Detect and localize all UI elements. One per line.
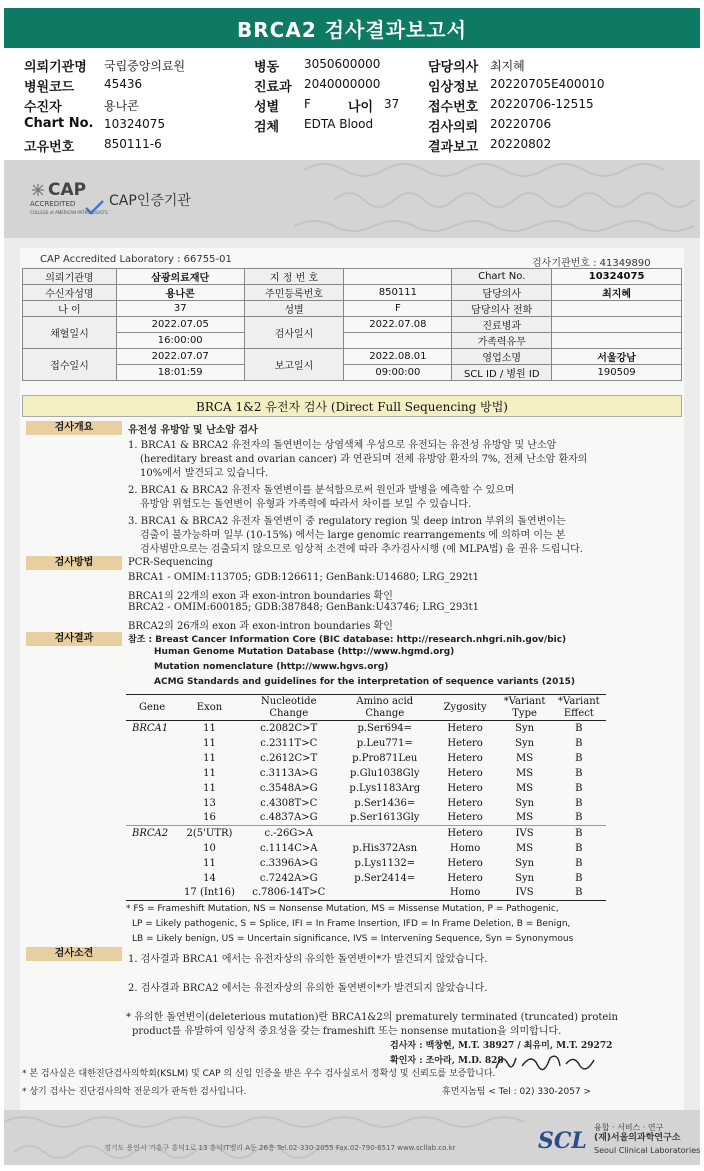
- variant-cell: 11: [203, 752, 216, 764]
- header-label: 병동: [254, 60, 280, 75]
- header-value: 20220706: [490, 117, 552, 131]
- report-title: BRCA2 검사결과보고서: [4, 8, 700, 48]
- cap-logo-tiny: COLLEGE of AMERICAN PATHOLOGISTS: [30, 210, 108, 215]
- column-header: Gene: [126, 695, 178, 721]
- info-value: 10324075: [552, 269, 682, 285]
- header-value: 10324075: [104, 117, 166, 131]
- method-line: BRCA1 - OMIM:113705; GDB:126611; GenBank:U14680; LRG_292t1: [128, 572, 479, 583]
- tester-signature-line: 검사자 : 백창현, M.T. 38927 / 최유미, M.T. 29272: [390, 1041, 613, 1051]
- info-value: 09:00:00: [344, 365, 452, 381]
- scl-tagline: 융합 · 서비스 · 연구: [594, 1123, 664, 1132]
- variant-row: [126, 811, 606, 826]
- info-label: 주민등록번호: [244, 285, 344, 301]
- header-label: 성별: [254, 100, 280, 115]
- variant-cell: 10: [203, 842, 216, 854]
- info-value: [344, 269, 452, 285]
- variant-cell: p.Glu1038Gly: [350, 767, 420, 779]
- variant-cell: Hetero: [433, 826, 498, 841]
- variant-cell: c.2082C>T: [260, 722, 318, 734]
- variant-row: [126, 871, 606, 886]
- info-label: 담당의사: [452, 285, 552, 301]
- variant-row: [126, 736, 606, 751]
- variant-cell: 11: [203, 737, 216, 749]
- info-label: SCL ID / 병원 ID: [452, 365, 552, 381]
- header-value: 45436: [104, 77, 143, 91]
- gene-cell: [126, 886, 178, 901]
- cap-lab-number: CAP Accredited Laboratory : 66755-01: [40, 254, 232, 265]
- gene-cell: [126, 841, 178, 856]
- variant-cell: p.Ser694=: [357, 722, 413, 734]
- variant-cell: B: [575, 872, 583, 884]
- scanned-report: [4, 160, 700, 1165]
- variant-cell: B: [575, 842, 583, 854]
- variant-cell: Hetero: [447, 767, 483, 779]
- variant-row: [126, 856, 606, 871]
- variant-cell: IVS: [497, 886, 551, 901]
- lab-address: 경기도 용인시 기흥구 흥덕1로 13 흥덕IT밸리 A동 26층 Tel.02-330-2055 Fax.02-790-6517 www.scllab.co.kr: [104, 1144, 456, 1152]
- info-value: 16:00:00: [116, 333, 244, 349]
- info-value: 190509: [552, 365, 682, 381]
- header-value: 3050600000: [304, 57, 381, 71]
- header-label: 고유번호: [24, 140, 75, 155]
- variant-cell: B: [575, 797, 583, 809]
- variant-cell: c.4308T>C: [260, 797, 318, 809]
- variant-row: [126, 796, 606, 811]
- info-value: 용나콘: [116, 285, 244, 301]
- info-value: 서울강남: [552, 349, 682, 365]
- variant-cell: B: [575, 857, 583, 869]
- variant-cell: Homo: [433, 886, 498, 901]
- variant-cell: p.His372Asn: [352, 842, 418, 854]
- column-header: Zygosity: [433, 695, 498, 721]
- result-reference: 참조 : Breast Cancer Information Core (BIC database: http://research.nhgri.nih.gov/bic): [128, 635, 567, 645]
- certification-note: * 본 검사실은 대한진단검사의학회(KSLM) 및 CAP 의 신임 인증을 받은 우수 검사실로서 정확성 및 신뢰도를 보증합니다.: [22, 1069, 496, 1079]
- info-value: 최지혜: [552, 285, 682, 301]
- age-label: 나이: [348, 100, 374, 115]
- header-value: 최지혜: [490, 59, 525, 73]
- variant-cell: Hetero: [447, 737, 483, 749]
- variant-cell: B: [575, 812, 583, 824]
- finding-line: 1. 검사결과 BRCA1 에서는 유전자상의 유의한 돌연변이*가 발견되지 않았습니다.: [128, 954, 488, 965]
- legend-line: * FS = Frameshift Mutation, NS = Nonsense Mutation, MS = Missense Mutation, P = Pathogenic,: [126, 904, 559, 914]
- header-value: F: [304, 97, 311, 111]
- finding-line: 2. 검사결과 BRCA2 에서는 유전자상의 유의한 돌연변이*가 발견되지 않았습니다.: [128, 983, 488, 994]
- info-value: 2022.07.05: [116, 317, 244, 333]
- variant-cell: p.Leu771=: [356, 737, 413, 749]
- finding-label: 검사소견: [26, 947, 122, 961]
- info-value: 2022.07.08: [344, 317, 452, 333]
- variant-cell: IVS: [497, 826, 551, 841]
- variant-cell: B: [552, 886, 606, 901]
- variant-cell: Syn: [515, 872, 535, 884]
- header-value: 용나콘: [104, 99, 139, 113]
- section-title: BRCA 1&2 유전자 검사 (Direct Full Sequencing 방법): [22, 395, 682, 417]
- variant-row: [126, 721, 606, 736]
- cap-logo-sub: ACCREDITED: [30, 200, 76, 208]
- header-value: 국립중앙의료원: [104, 59, 186, 73]
- variant-cell: 14: [203, 872, 216, 884]
- variant-cell: p.Pro871Leu: [352, 752, 418, 764]
- handwritten-signature-icon: [492, 1048, 612, 1074]
- info-value: [552, 301, 682, 317]
- variant-cell: B: [575, 767, 583, 779]
- variant-cell: Hetero: [447, 857, 483, 869]
- variant-cell: c.7806-14T>C: [241, 886, 337, 901]
- variant-cell: 16: [203, 812, 216, 824]
- contact-info: 휴먼지놈팀 < Tel : 02) 330-2057 >: [442, 1087, 592, 1097]
- result-label: 검사결과: [26, 632, 122, 646]
- age-value: 37: [384, 97, 400, 111]
- header-label: 검사의뢰: [428, 120, 479, 135]
- column-header: Nucleotide Change: [241, 695, 337, 721]
- header-label: 접수번호: [428, 100, 479, 115]
- variant-cell: MS: [516, 842, 534, 854]
- variant-cell: B: [575, 722, 583, 734]
- variant-row: [126, 886, 606, 901]
- variant-cell: Hetero: [447, 752, 483, 764]
- info-label: 성별: [244, 301, 344, 317]
- variant-cell: c.3396A>G: [259, 857, 318, 869]
- info-label: Chart No.: [452, 269, 552, 285]
- info-value: [552, 333, 682, 349]
- overview-line: 10%에서 발견되고 있습니다.: [140, 468, 269, 479]
- header-value: 850111-6: [104, 137, 162, 151]
- checker-signature-line: 확인자 : 조아라, M.D. 828: [390, 1056, 504, 1066]
- legend-line: LP = Likely pathogenic, S = Splice, IFI = In Frame Insertion, IFD = In Frame Deletion, B = Benign,: [132, 919, 571, 929]
- sample-info-table: [22, 268, 682, 381]
- overview-heading: 유전성 유방암 및 난소암 검사: [128, 425, 258, 436]
- info-value: 850111: [344, 285, 452, 301]
- variant-cell: Hetero: [447, 782, 483, 794]
- variant-cell: 13: [203, 797, 216, 809]
- decorative-banner-top: [4, 160, 700, 238]
- header-label: 검체: [254, 120, 280, 135]
- scl-logo: SCL: [538, 1128, 587, 1154]
- gene-cell: [126, 766, 178, 781]
- header-value: 2040000000: [304, 77, 381, 91]
- info-label: 채혈일시: [23, 317, 117, 349]
- gene-cell: BRCA1: [132, 722, 169, 734]
- info-value: [552, 317, 682, 333]
- header-value: 20220706-12515: [490, 97, 594, 111]
- variant-cell: c.1114C>A: [260, 842, 318, 854]
- header-value: 20220705E400010: [490, 77, 605, 91]
- variant-row: [126, 781, 606, 796]
- variant-cell: 2(5'UTR): [178, 826, 241, 841]
- variant-cell: c.3548A>G: [259, 782, 318, 794]
- variant-cell: B: [575, 752, 583, 764]
- info-value: 2022.07.07: [116, 349, 244, 365]
- variant-row: [126, 841, 606, 856]
- variant-cell: [337, 826, 433, 841]
- variant-cell: c.3113A>G: [259, 767, 318, 779]
- overview-line: 검출이 불가능하며 일부 (10-15%) 에서는 large genomic rearrangements 에 의하며 이는 본: [140, 530, 566, 541]
- institution-number: 검사기관번호 : 41349890: [532, 258, 651, 269]
- variant-cell: Hetero: [447, 797, 483, 809]
- overview-line: 3. BRCA1 & BRCA2 유전자 돌연변이 중 regulatory region 및 deep intron 부위의 돌연변이는: [128, 516, 566, 527]
- patient-header: [0, 50, 704, 155]
- variant-cell: Hetero: [447, 872, 483, 884]
- info-label: 검사일시: [244, 317, 344, 349]
- header-label: 임상정보: [428, 80, 479, 95]
- legend-line: LB = Likely benign, US = Uncertain significance, IVS = Intervening Sequence, Syn = Synonymous: [132, 934, 574, 944]
- variant-row: [126, 766, 606, 781]
- variant-cell: c.2311T>C: [260, 737, 318, 749]
- method-line: PCR-Sequencing: [128, 557, 213, 568]
- column-header: *Variant Effect: [552, 695, 606, 721]
- variant-cell: c.7242A>G: [259, 872, 318, 884]
- variant-cell: p.Ser2414=: [354, 872, 416, 884]
- cap-certified-label: CAP인증기관: [109, 193, 191, 209]
- overview-line: 2. BRCA1 & BRCA2 유전자 돌연변이를 분석함으로써 원인과 발병을 예측할 수 있으며: [128, 485, 515, 496]
- info-value: 삼광의료재단: [116, 269, 244, 285]
- info-label: 의뢰기관명: [23, 269, 117, 285]
- result-reference: ACMG Standards and guidelines for the interpretation of sequence variants (2015): [154, 677, 575, 687]
- info-label: 보고일시: [244, 349, 344, 381]
- gene-cell: [126, 751, 178, 766]
- header-label: 결과보고: [428, 140, 479, 155]
- variant-cell: [337, 886, 433, 901]
- info-value: [344, 333, 452, 349]
- column-header: Amino acid Change: [337, 695, 433, 721]
- overview-line: 1. BRCA1 & BRCA2 유전자의 돌연변이는 상염색체 우성으로 유전되는 유전성 유방암 및 난소암: [128, 440, 557, 451]
- gene-cell: [126, 856, 178, 871]
- scl-name: (재)서울의과학연구소: [594, 1133, 681, 1143]
- cap-logo-text: CAP: [48, 180, 87, 200]
- info-value: 2022.08.01: [344, 349, 452, 365]
- variant-cell: p.Ser1613Gly: [350, 812, 420, 824]
- info-label: 담당의사 전화: [452, 301, 552, 317]
- variant-cell: MS: [516, 752, 534, 764]
- variant-cell: p.Lys1183Arg: [349, 782, 421, 794]
- finding-note: * 유의한 돌연변이(deleterious mutation)란 BRCA1&2의 prematurely terminated (truncated) protein: [126, 1012, 618, 1023]
- variant-cell: p.Lys1132=: [354, 857, 416, 869]
- gene-cell: [126, 796, 178, 811]
- finding-note: product를 유발하여 임상적 중요성을 갖는 frameshift 또는 nonsense mutation을 의미합니다.: [132, 1026, 562, 1037]
- variant-row: [126, 751, 606, 766]
- info-label: 가족력유무: [452, 333, 552, 349]
- variant-cell: Hetero: [447, 722, 483, 734]
- info-value: 37: [116, 301, 244, 317]
- header-label: 의뢰기관명: [24, 60, 87, 75]
- variant-cell: B: [575, 782, 583, 794]
- reading-note: * 상기 검사는 진단검사의학 전문의가 판독한 검사입니다.: [22, 1087, 247, 1097]
- info-label: 진료병과: [452, 317, 552, 333]
- variant-cell: B: [575, 737, 583, 749]
- result-reference: Mutation nomenclature (http://www.hgvs.org): [154, 662, 389, 672]
- header-label: 수진자: [24, 100, 62, 115]
- info-label: 접수일시: [23, 349, 117, 381]
- variant-cell: 11: [203, 782, 216, 794]
- variant-cell: 11: [203, 857, 216, 869]
- variant-cell: MS: [516, 812, 534, 824]
- gene-cell: [126, 781, 178, 796]
- header-label: 진료과: [254, 80, 292, 95]
- variant-cell: Homo: [449, 842, 481, 854]
- header-value: EDTA Blood: [304, 117, 374, 131]
- gene-cell: BRCA2: [126, 826, 178, 841]
- header-label: 병원코드: [24, 80, 75, 95]
- variant-cell: Hetero: [447, 812, 483, 824]
- overview-label: 검사개요: [26, 421, 122, 435]
- variant-row: [126, 826, 606, 841]
- method-line: BRCA2의 26개의 exon 과 exon-intron boundaries 확인: [128, 621, 393, 632]
- column-header: *Variant Type: [497, 695, 551, 721]
- variant-cell: c.2612C>T: [260, 752, 318, 764]
- overview-line: (hereditary breast and ovarian cancer) 과 연관되며 전체 유방암 환자의 7%, 전체 난소암 환자의: [140, 454, 588, 465]
- variant-cell: Syn: [515, 797, 535, 809]
- variant-cell: Syn: [515, 857, 535, 869]
- variant-cell: MS: [516, 767, 534, 779]
- info-label: 나 이: [23, 301, 117, 317]
- info-value: F: [344, 301, 452, 317]
- variant-cell: Syn: [515, 722, 535, 734]
- info-value: 18:01:59: [116, 365, 244, 381]
- method-line: BRCA1의 22개의 exon 과 exon-intron boundaries 확인: [128, 591, 393, 602]
- info-label: 수신자성명: [23, 285, 117, 301]
- variant-cell: 11: [203, 767, 216, 779]
- variant-cell: c.4837A>G: [259, 812, 318, 824]
- variant-cell: p.Ser1436=: [354, 797, 416, 809]
- gene-cell: [126, 811, 178, 826]
- variant-cell: MS: [516, 782, 534, 794]
- result-reference: Human Genome Mutation Database (http://www.hgmd.org): [154, 647, 455, 657]
- variant-table: [126, 694, 606, 901]
- column-header: Exon: [178, 695, 241, 721]
- method-label: 검사방법: [26, 556, 122, 570]
- overview-line: 유방암 위험도는 돌연변이 유형과 가족력에 따라서 차이를 보일 수 있습니다.: [140, 499, 472, 510]
- header-value: 20220802: [490, 137, 552, 151]
- scl-english-name: Seoul Clinical Laboratories: [594, 1146, 701, 1155]
- overview-line: 검사범만으로는 검출되지 않으므로 임상적 소견에 따라 추가검사시행 (예 MLPA법) 을 권유 드립니다.: [140, 544, 583, 555]
- header-label: Chart No.: [24, 116, 94, 131]
- gene-cell: [126, 736, 178, 751]
- variant-cell: B: [552, 826, 606, 841]
- info-label: 지 정 번 호: [244, 269, 344, 285]
- info-label: 영업소명: [452, 349, 552, 365]
- variant-cell: 11: [203, 722, 216, 734]
- variant-cell: 17 (Int16): [178, 886, 241, 901]
- variant-cell: Syn: [515, 737, 535, 749]
- gene-cell: [126, 871, 178, 886]
- header-label: 담당의사: [428, 60, 479, 75]
- variant-cell: c.-26G>A: [241, 826, 337, 841]
- variant-table-body: [126, 721, 606, 901]
- method-line: BRCA2 - OMIM:600185; GDB:387848; GenBank:U43746; LRG_293t1: [128, 602, 479, 613]
